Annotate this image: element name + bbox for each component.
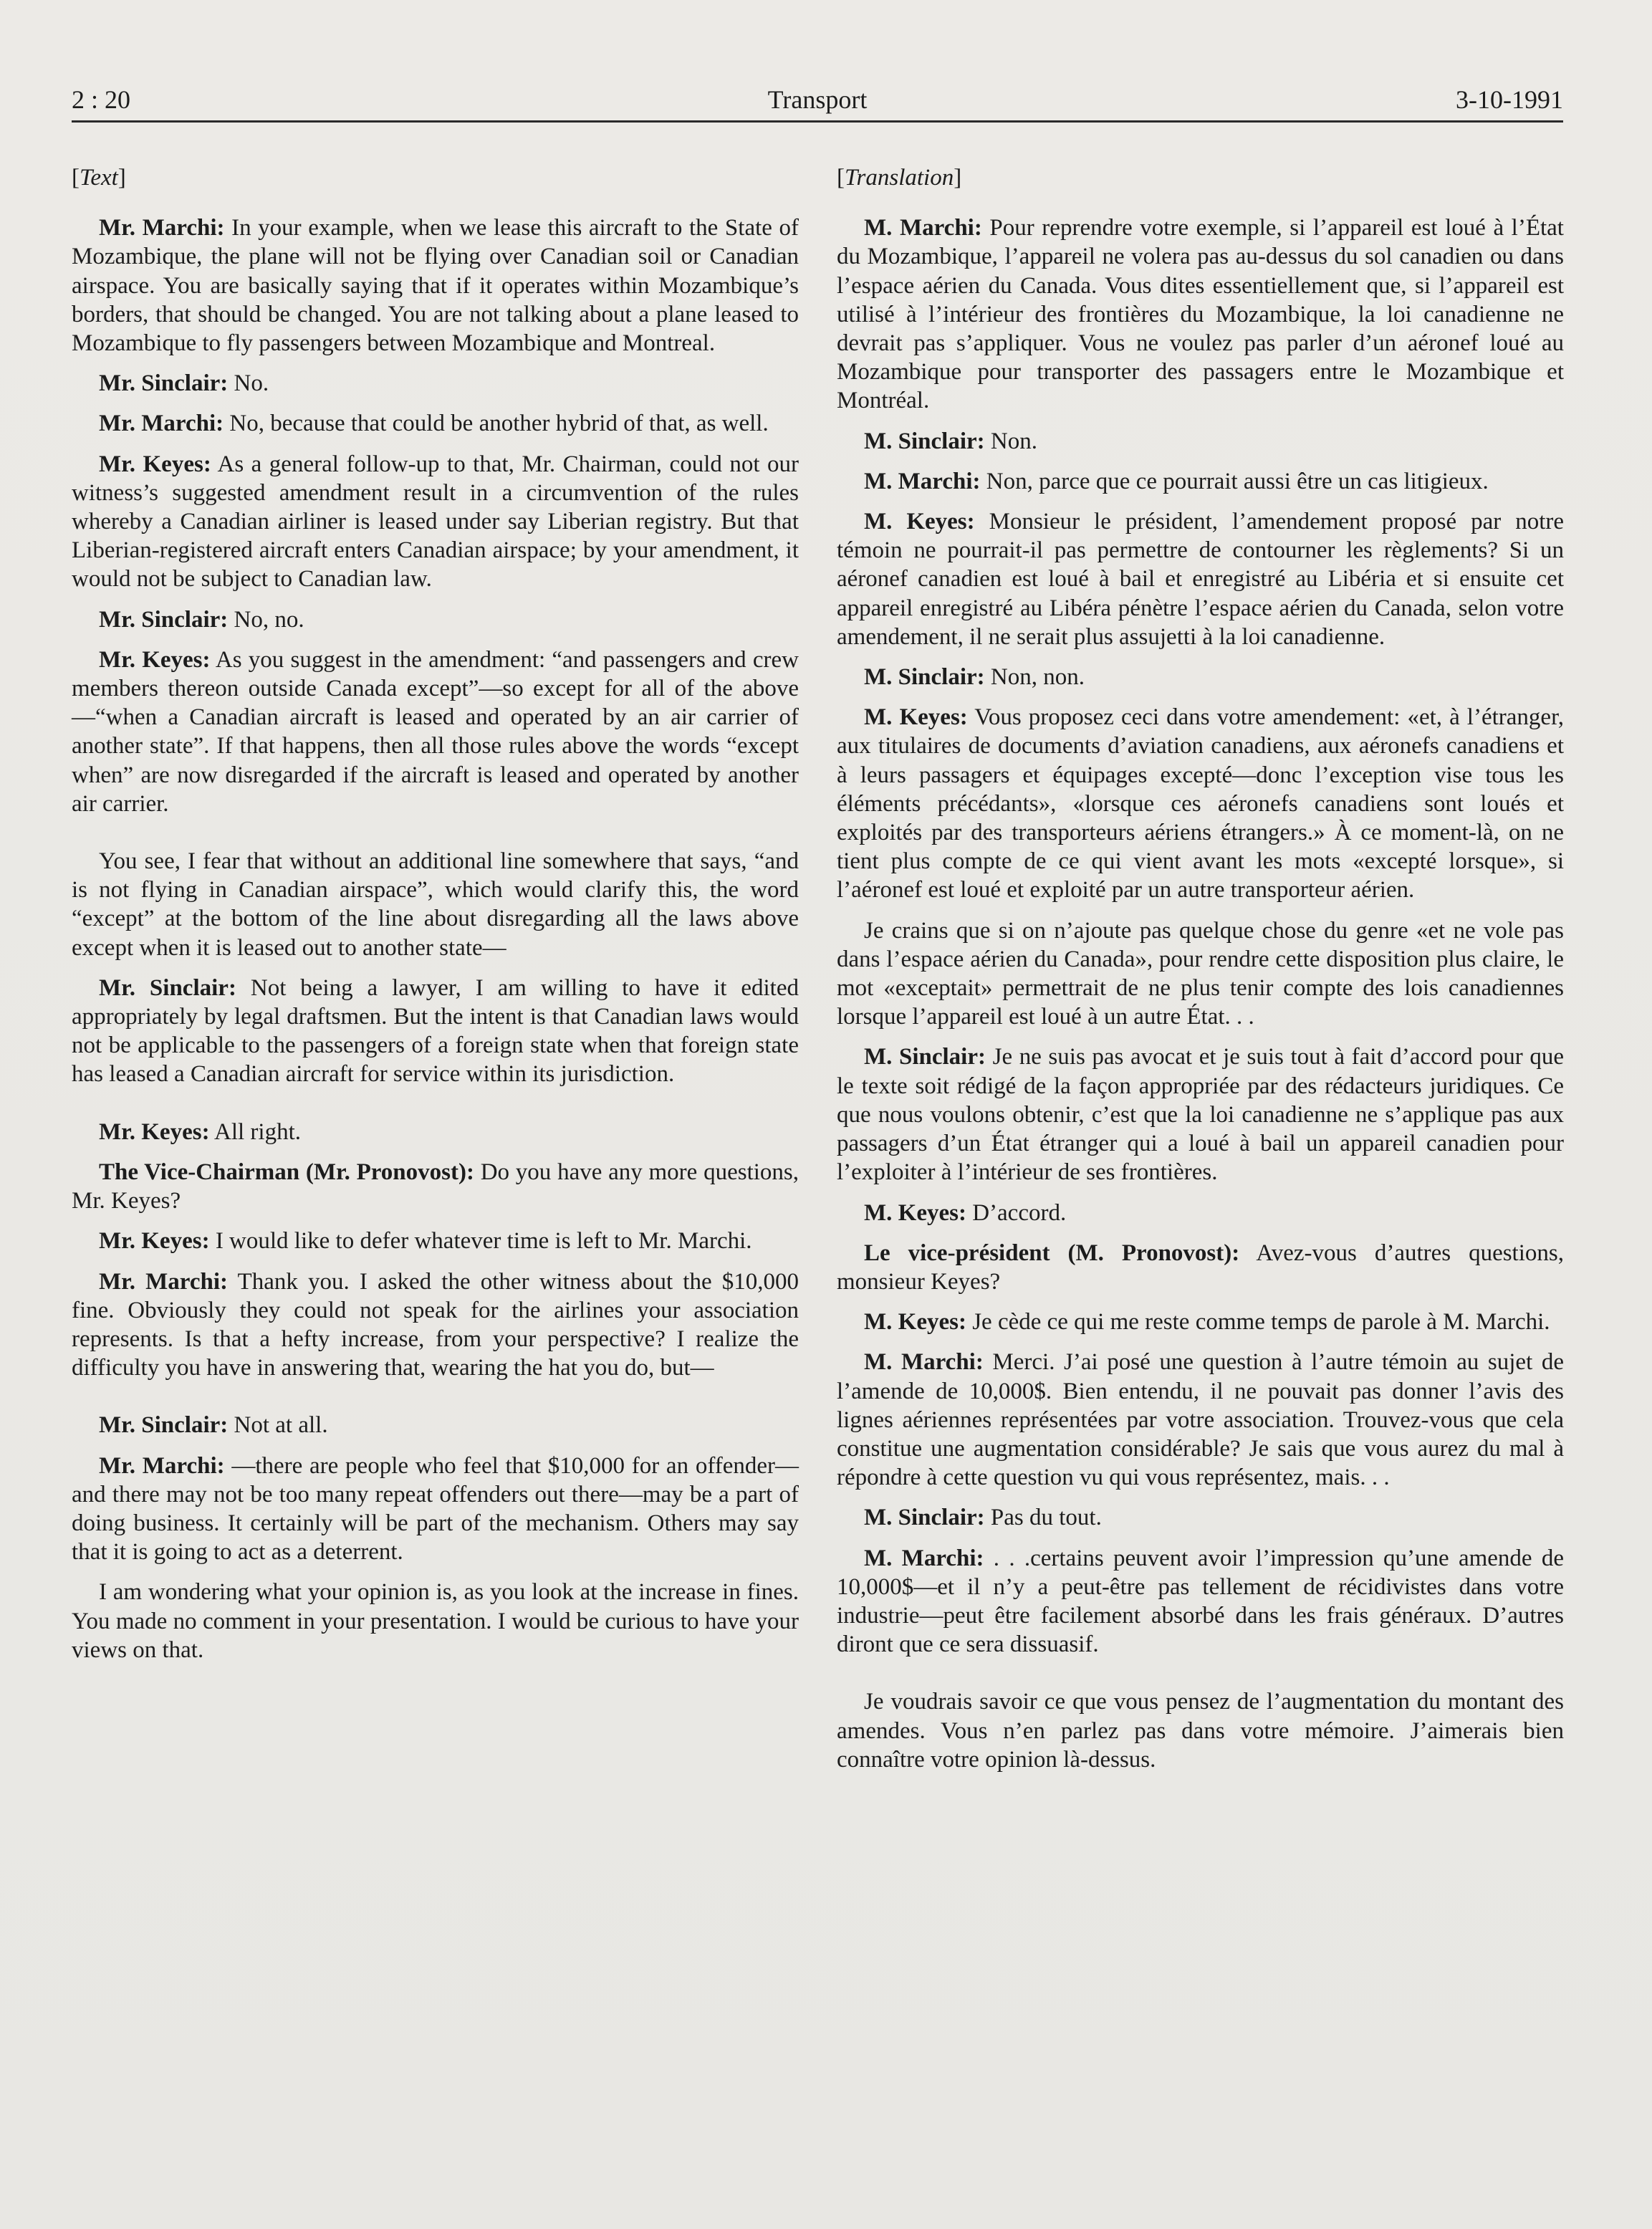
speaker: Mr. Keyes: (99, 646, 211, 673)
text-tag: [Text] (72, 165, 126, 191)
speaker: Mr. Keyes: (99, 1118, 210, 1145)
speaker: Le vice-président (M. Pronovost): (864, 1240, 1240, 1266)
paragraph: Mr. Sinclair: No, no. (99, 606, 304, 633)
paragraph: M. Marchi: Merci. J’ai posé une question à l’autre témoin au sujet de l’amende de 10,000$. Bien entendu, il ne pouvait pas donner l’avis des lignes aériennes représentées par votre association. Trouvez-vous que cela constitue une augmentation considérable? Je sais que vous aurez du mal à répondre à cette question vu qui vous représentez, mais. . . (837, 1349, 1564, 1491)
speaker: M. Sinclair: (864, 1044, 986, 1070)
paragraph: Mr. Marchi: In your example, when we lease this aircraft to the State of Mozambique, the plane will not be flying over Canadian soil or Canadian airspace. You are basically saying that if it operates within Mozambique’s borders, that should be changed. You are not talking about a plane leased to Mozambique to fly passengers between Mozambique and Montreal. (72, 215, 799, 357)
speaker: Mr. Sinclair: (99, 370, 229, 397)
translation-tag: [Translation] (837, 165, 962, 191)
paragraph: M. Sinclair: Non, non. (864, 664, 1085, 691)
paragraph: M. Marchi: Pour reprendre votre exemple, si l’appareil est loué à l’État du Mozambique, l’appareil ne volera pas au-dessus du sol canadien ou dans l’espace aérien du Canada. Vous dites essentiellement que, si l’appareil est utilisé à l’intérieur des frontières du Mozambique, la loi canadienne ne devrait pas s’appliquer. Vous ne voulez pas parler d’un aéronef loué au Mozambique pour transporter des passagers entre le Mozambique et Montréal. (837, 215, 1564, 414)
speaker: Mr. Sinclair: (99, 974, 236, 1001)
paragraph: Mr. Marchi: —there are people who feel that $10,000 for an offender—and there may not be too many repeat offenders out there—may be a part of doing business. It certainly will be part of the mechanism. Others may say that it is going to act as a deterrent. (72, 1452, 799, 1566)
paragraph: Mr. Marchi: Thank you. I asked the other witness about the $10,000 fine. Obviously they could not speak for the airlines your association represents. Is that a hefty increase, from your perspective? I realize the difficulty you have in answering that, wearing the hat you do, but— (72, 1268, 799, 1381)
paragraph: You see, I fear that without an additional line somewhere that says, “and is not flying in Canadian airspace”, which would clarify this, the word “except” at the bottom of the line about disregarding all the laws above except when it is leased out to another state— (72, 848, 799, 961)
paragraph: M. Marchi: Non, parce que ce pourrait aussi être un cas litigieux. (864, 468, 1489, 494)
speaker: The Vice-Chairman (Mr. Pronovost): (99, 1159, 474, 1185)
speaker: M. Marchi: (864, 215, 982, 241)
paragraph: M. Keyes: Vous proposez ceci dans votre amendement: «et, à l’étranger, aux titulaires de documents d’aviation canadiens, aux aéronefs canadiens et à leurs passagers et équipages excepté—donc l’exception vise tous les éléments précédants», «lorsque ces aéronefs canadiens sont loués et exploités par des transporteurs aériens étrangers.» À ce moment-là, on ne tient plus compte de ce qui vient avant les mots «excepté lorsque», si l’aéronef est loué et exploité par un autre transporteur aérien. (837, 704, 1564, 903)
page-number: 2 : 20 (72, 85, 131, 114)
paragraph: M. Keyes: Je cède ce qui me reste comme temps de parole à M. Marchi. (864, 1309, 1550, 1336)
paragraph: Mr. Sinclair: Not at all. (99, 1412, 328, 1439)
speaker: M. Marchi: (864, 468, 981, 494)
paragraph: Mr. Keyes: As a general follow-up to that, Mr. Chairman, could not our witness’s suggested amendment result in a circumvention of the rules whereby a Canadian airliner is leased under say Liberian registry. But that Liberian-registered aircraft enters Canadian airspace; by your amendment, it would not be subject to Canadian law. (72, 451, 799, 593)
speaker: M. Marchi: (864, 1349, 984, 1376)
paragraph: The Vice-Chairman (Mr. Pronovost): Do you have any more questions, Mr. Keyes? (72, 1159, 799, 1214)
paragraph: Mr. Marchi: No, because that could be another hybrid of that, as well. (99, 411, 769, 437)
paragraph: Mr. Sinclair: Not being a lawyer, I am willing to have it edited appropriately by legal draftsmen. But the intent is that Canadian laws would not be applicable to the passengers of a foreign state when that foreign state has leased a Canadian aircraft for service within its jurisdiction. (72, 974, 799, 1088)
paragraph: Mr. Keyes: As you suggest in the amendment: “and passengers and crew members thereon outside Canada except”—so except for all of the above—“when a Canadian aircraft is leased and operated by an air carrier of another state”. If that happens, then all those rules above the words “except when” are now disregarded if the aircraft is leased and operated by another air carrier. (72, 646, 799, 817)
speaker: Mr. Marchi: (99, 215, 225, 241)
paragraph: M. Keyes: Monsieur le président, l’amendement proposé par notre témoin ne pourrait-il pas permettre de contourner les règlements? Si un aéronef canadien est loué à bail et enregistré au Libéria et si ensuite cet appareil enregistré au Libéra pénètre l’espace aérien du Canada, selon votre amendement, il ne serait plus assujetti à la loi canadienne. (837, 509, 1565, 650)
speaker: Mr. Marchi: (99, 1268, 229, 1295)
paragraph: M. Sinclair: Non. (864, 428, 1037, 454)
speaker: M. Keyes: (864, 509, 975, 535)
running-header (72, 80, 1563, 123)
speaker: M. Keyes: (864, 1309, 966, 1336)
paragraph: Le vice-président (M. Pronovost): Avez-vous d’autres questions, monsieur Keyes? (837, 1240, 1564, 1295)
speaker: Mr. Sinclair: (99, 606, 229, 633)
header-title: Transport (767, 85, 868, 114)
paragraph: Mr. Keyes: All right. (99, 1118, 301, 1145)
speaker: Mr. Sinclair: (99, 1412, 229, 1439)
speaker: M. Sinclair: (864, 664, 985, 691)
english-column (72, 163, 799, 1676)
speaker: Mr. Marchi: (99, 411, 224, 437)
speaker: M. Keyes: (864, 1199, 966, 1226)
paragraph: Je voudrais savoir ce que vous pensez de l’augmentation du montant des amendes. Vous n’en parlez pas dans votre mémoire. J’aimerais bien connaître votre opinion là-dessus. (837, 1689, 1564, 1773)
speaker: M. Sinclair: (864, 1505, 985, 1531)
speaker: Mr. Marchi: (99, 1452, 225, 1479)
speaker: M. Keyes: (864, 704, 968, 731)
speaker: M. Marchi: (864, 1545, 984, 1571)
paragraph: Mr. Sinclair: No. (99, 370, 269, 397)
speaker: Mr. Keyes: (99, 1228, 210, 1255)
paragraph: Je crains que si on n’ajoute pas quelque chose du genre «et ne vole pas dans l’espace aérien du Canada», pour rendre cette disposition plus claire, le mot «exceptait» permettrait de ne plus tenir compte des lois canadiennes lorsque l’appareil est loué à un autre État. . . (837, 917, 1564, 1030)
paragraph: M. Keyes: D’accord. (864, 1199, 1067, 1226)
speaker: Mr. Keyes: (99, 451, 211, 477)
paragraph: M. Sinclair: Pas du tout. (864, 1505, 1102, 1531)
header-date: 3-10-1991 (1456, 85, 1563, 114)
paragraph: I am wondering what your opinion is, as you look at the increase in fines. You made no comment in your presentation. I would be curious to have your views on that. (72, 1579, 799, 1663)
paragraph: Mr. Keyes: I would like to defer whatever time is left to Mr. Marchi. (99, 1228, 752, 1255)
speaker: M. Sinclair: (864, 428, 985, 454)
paragraph: M. Sinclair: Je ne suis pas avocat et je suis tout à fait d’accord pour que le texte soit rédigé de la façon appropriée par des rédacteurs juridiques. Ce que nous voulons obtenir, c’est que la loi canadienne ne s’applique pas aux passagers d’un État étranger qui a loué à bail un appareil canadien pour l’exploiter à l’intérieur de ses frontières. (837, 1044, 1564, 1186)
french-column (837, 163, 1564, 1785)
paragraph: M. Marchi: . . .certains peuvent avoir l’impression qu’une amende de 10,000$—et il n’y a peut-être pas tellement de récidivistes dans votre industrie—peut être facilement absorbé dans les frais généraux. D’autres diront que ce sera dissuasif. (837, 1545, 1564, 1658)
